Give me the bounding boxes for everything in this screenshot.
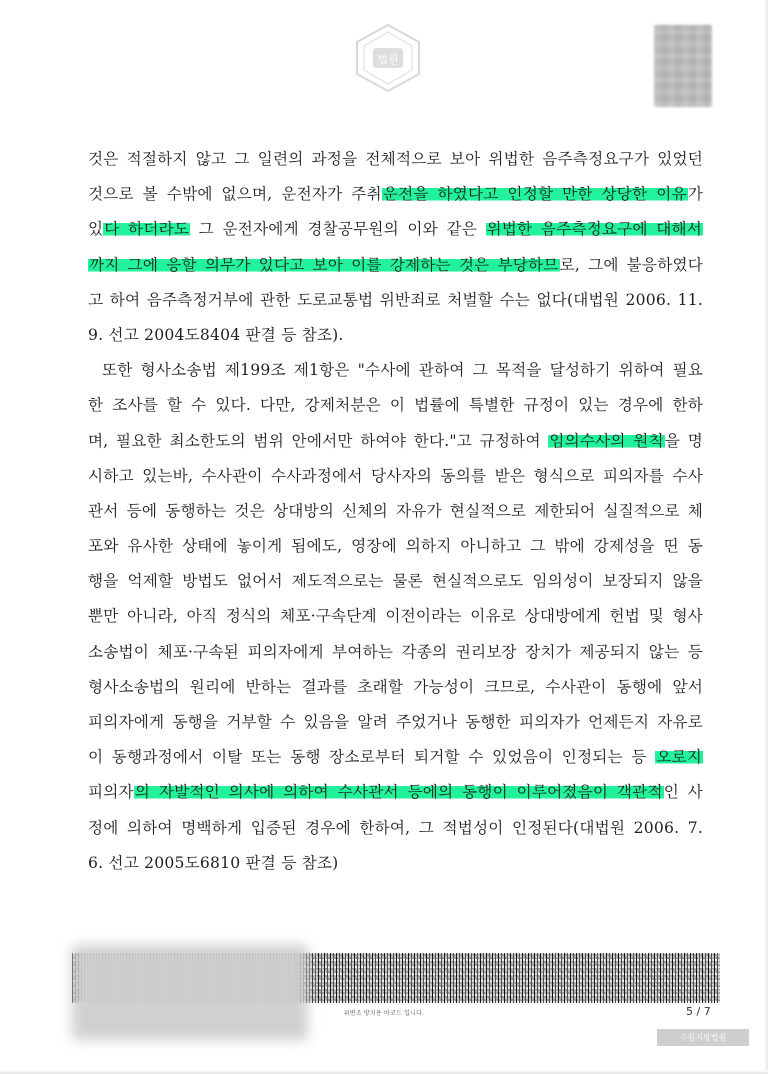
text-line [88,775,703,810]
text-line [88,494,703,529]
text-segment: 을 명 [664,431,703,450]
text-segment: 소송법이 체포·구속된 피의자에게 부여하는 각종의 권리보장 장치가 제공되지 않는 등 [88,642,703,661]
text-segment: 가 [687,185,703,204]
highlighted-text: 위법한 음주측정요구에 대해서 [486,220,702,239]
text-segment: 피의자 [88,783,134,802]
text-line [88,635,703,670]
text-segment: 로, 그에 불응하였다 [559,255,703,274]
court-seal-watermark-icon [352,22,424,94]
text-line [88,283,703,318]
highlighted-text: 까지 그에 응할 의무가 있다고 보아 이를 강제하는 것은 부당하므 [89,255,559,274]
text-line [88,248,703,283]
text-line [88,212,703,247]
text-line [88,459,703,494]
seal-text: 법원 [377,53,399,66]
text-line [88,811,703,846]
text-line [88,705,703,740]
highlighted-text: 의 자발적인 의사에 의하여 수사관서 등에의 동행이 이루어졌음이 객관적 [134,783,663,802]
judgment-body-text [88,142,703,881]
highlighted-text: 오로지 [656,748,702,767]
text-line [88,740,703,775]
text-segment: 인 사 [663,783,703,802]
court-name-badge: 수원지방법원 [657,1029,749,1046]
page-edge-shadow-bottom [0,1070,768,1074]
text-line [88,846,703,881]
text-segment: 한 조사를 할 수 있다. 다만, 강제처분은 이 법률에 특별한 규정이 있는 경우에 한하 [88,396,703,415]
text-segment: 6. 선고 2005도6810 판결 등 참조) [88,853,339,872]
text-segment: 며, 필요한 최소한도의 범위 안에서만 하여야 한다."고 규정하여 [88,431,549,450]
text-segment: 것은 적절하지 않고 그 일련의 과정을 전체적으로 보아 위법한 음주측정요구가 있었던 [88,150,703,168]
text-segment: 행을 억제할 방법도 없어서 제도적으로는 물론 현실적으로도 임의성이 보장되지 않을 [88,572,703,591]
page-edge-shadow-right [764,0,768,1074]
text-segment: 고 하여 음주측정거부에 관한 도로교통법 위반죄로 처벌할 수는 없다(대법원 2006. 11. [88,290,703,309]
text-line [88,529,703,564]
text-segment: 포와 유사한 상태에 놓이게 됨에도, 영장에 의하지 아니하고 그 밖에 강제성을 띤 동 [88,537,703,556]
text-segment: 피의자에게 동행을 거부할 수 있음을 알려 주었거나 동행한 피의자가 언제든지 자유로 [88,713,703,731]
text-line [88,318,703,353]
text-line [88,353,703,388]
text-line [88,424,703,459]
text-line [88,142,703,177]
text-line [88,564,703,599]
text-segment: 관서 등에 동행하는 것은 상대방의 신체의 자유가 현실적으로 제한되어 실질적으로 체 [88,501,703,520]
text-segment: 뿐만 아니라, 아직 정식의 체포·구속단계 이전이라는 이유로 상대방에게 헌법 및 형사 [88,607,703,626]
text-segment: 정에 의하여 명백하게 입증된 경우에 한하여, 그 적법성이 인정된다(대법원 2006. 7. [88,818,703,837]
text-line [88,670,703,705]
text-segment: 이 동행과정에서 이탈 또는 동행 장소로부터 퇴거할 수 있었음이 인정되는 등 [88,748,656,767]
text-segment: 것으로 볼 수밖에 없으며, 운전자가 주취 [88,185,382,204]
text-segment: 시하고 있는바, 수사관이 수사과정에서 당사자의 동의를 받은 형식으로 피의자를 수사 [88,466,703,485]
text-line [88,177,703,212]
redacted-barcode-area [72,945,308,1040]
highlighted-text: 다 하더라도 [104,220,190,239]
text-segment: 9. 선고 2004도8404 판결 등 참조). [88,325,344,344]
highlighted-text: 운전을 하였다고 인정할 만한 상당한 이유 [382,185,687,204]
text-line [88,599,703,634]
text-segment: 그 운전자에게 경찰공무원의 이와 같은 [190,220,486,239]
barcode-note: 위변조 방지용 바코드 입니다. [343,1010,425,1017]
text-line [88,388,703,423]
text-segment: 있 [88,220,104,239]
redacted-corner-stamp [654,25,712,107]
text-segment: 또한 형사소송법 제199조 제1항은 "수사에 관하여 그 목적을 달성하기 위하여 필요 [102,361,703,380]
page-number: 5 / 7 [686,1005,711,1018]
highlighted-text: 임의수사의 원칙 [549,431,664,450]
text-segment: 형사소송법의 원리에 반하는 결과를 초래할 가능성이 크므로, 수사관이 동행에 앞서 [88,677,703,696]
